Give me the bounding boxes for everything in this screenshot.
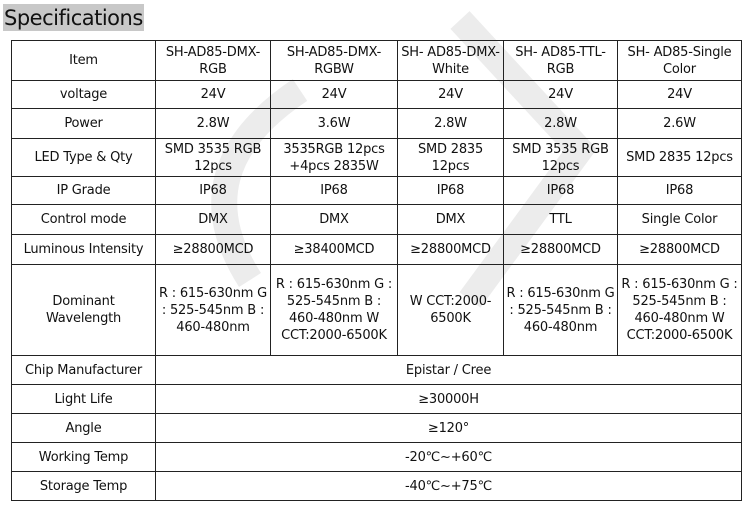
table-row bbox=[12, 385, 742, 414]
table-row bbox=[12, 443, 742, 472]
merged-cell: Epistar / Cree bbox=[156, 356, 742, 385]
table-cell: 24V bbox=[618, 81, 742, 109]
table-cell: Single Color bbox=[618, 205, 742, 235]
specifications-table bbox=[11, 40, 742, 501]
table-cell: IP68 bbox=[156, 177, 271, 205]
table-cell: ≥28800MCD bbox=[156, 235, 271, 265]
merged-cell: ≥120° bbox=[156, 414, 742, 443]
table-row bbox=[12, 205, 742, 235]
row-label: Dominant Wavelength bbox=[12, 265, 156, 356]
table-cell: TTL bbox=[504, 205, 618, 235]
table-row bbox=[12, 265, 742, 356]
table-cell: R : 615-630nm G : 525-545nm B : 460-480nm W CCT:2000-6500K bbox=[271, 265, 398, 356]
merged-cell: ≥30000H bbox=[156, 385, 742, 414]
column-header: SH- AD85-Single Color bbox=[618, 41, 742, 81]
table-cell: W CCT:2000-6500K bbox=[398, 265, 504, 356]
row-label: LED Type & Qty bbox=[12, 139, 156, 177]
row-label: Angle bbox=[12, 414, 156, 443]
table-cell: 3.6W bbox=[271, 109, 398, 139]
row-label: Chip Manufacturer bbox=[12, 356, 156, 385]
column-header: SH- AD85-TTL-RGB bbox=[504, 41, 618, 81]
row-label: Power bbox=[12, 109, 156, 139]
table-cell: 2.8W bbox=[398, 109, 504, 139]
table-cell: 2.8W bbox=[156, 109, 271, 139]
table-cell: 2.8W bbox=[504, 109, 618, 139]
table-cell: ≥28800MCD bbox=[398, 235, 504, 265]
row-label: Luminous Intensity bbox=[12, 235, 156, 265]
table-cell: IP68 bbox=[271, 177, 398, 205]
table-cell: SMD 2835 12pcs bbox=[398, 139, 504, 177]
table-cell: 24V bbox=[398, 81, 504, 109]
row-label: Working Temp bbox=[12, 443, 156, 472]
table-header-row bbox=[12, 41, 742, 81]
table-row bbox=[12, 414, 742, 443]
table-cell: DMX bbox=[271, 205, 398, 235]
table-row bbox=[12, 139, 742, 177]
table-cell: 24V bbox=[504, 81, 618, 109]
table-cell: SMD 2835 12pcs bbox=[618, 139, 742, 177]
table-row bbox=[12, 356, 742, 385]
table-cell: 3535RGB 12pcs +4pcs 2835W bbox=[271, 139, 398, 177]
table-cell: R : 615-630nm G : 525-545nm B : 460-480nm bbox=[504, 265, 618, 356]
table-cell: 24V bbox=[271, 81, 398, 109]
row-label: Control mode bbox=[12, 205, 156, 235]
table-cell: IP68 bbox=[398, 177, 504, 205]
table-cell: ≥38400MCD bbox=[271, 235, 398, 265]
column-header: SH-AD85-DMX-RGBW bbox=[271, 41, 398, 81]
table-row bbox=[12, 109, 742, 139]
table-cell: SMD 3535 RGB 12pcs bbox=[156, 139, 271, 177]
table-cell: DMX bbox=[398, 205, 504, 235]
table-cell: 2.6W bbox=[618, 109, 742, 139]
row-label: voltage bbox=[12, 81, 156, 109]
table-cell: ≥28800MCD bbox=[504, 235, 618, 265]
table-cell: IP68 bbox=[504, 177, 618, 205]
table-cell: SMD 3535 RGB 12pcs bbox=[504, 139, 618, 177]
row-label: Light Life bbox=[12, 385, 156, 414]
table-row bbox=[12, 81, 742, 109]
table-cell: IP68 bbox=[618, 177, 742, 205]
table-cell: DMX bbox=[156, 205, 271, 235]
column-header: SH-AD85-DMX-RGB bbox=[156, 41, 271, 81]
row-label: IP Grade bbox=[12, 177, 156, 205]
table-row bbox=[12, 177, 742, 205]
table-cell: R : 615-630nm G : 525-545nm B : 460-480nm bbox=[156, 265, 271, 356]
table-row bbox=[12, 472, 742, 501]
table-cell: R : 615-630nm G : 525-545nm B : 460-480nm W CCT:2000-6500K bbox=[618, 265, 742, 356]
merged-cell: -40℃~+75℃ bbox=[156, 472, 742, 501]
table-cell: 24V bbox=[156, 81, 271, 109]
merged-cell: -20℃~+60℃ bbox=[156, 443, 742, 472]
row-label: Storage Temp bbox=[12, 472, 156, 501]
item-header: Item bbox=[12, 41, 156, 81]
column-header: SH- AD85-DMX-White bbox=[398, 41, 504, 81]
table-row bbox=[12, 235, 742, 265]
page-title: Specifications bbox=[4, 6, 143, 30]
table-cell: ≥28800MCD bbox=[618, 235, 742, 265]
